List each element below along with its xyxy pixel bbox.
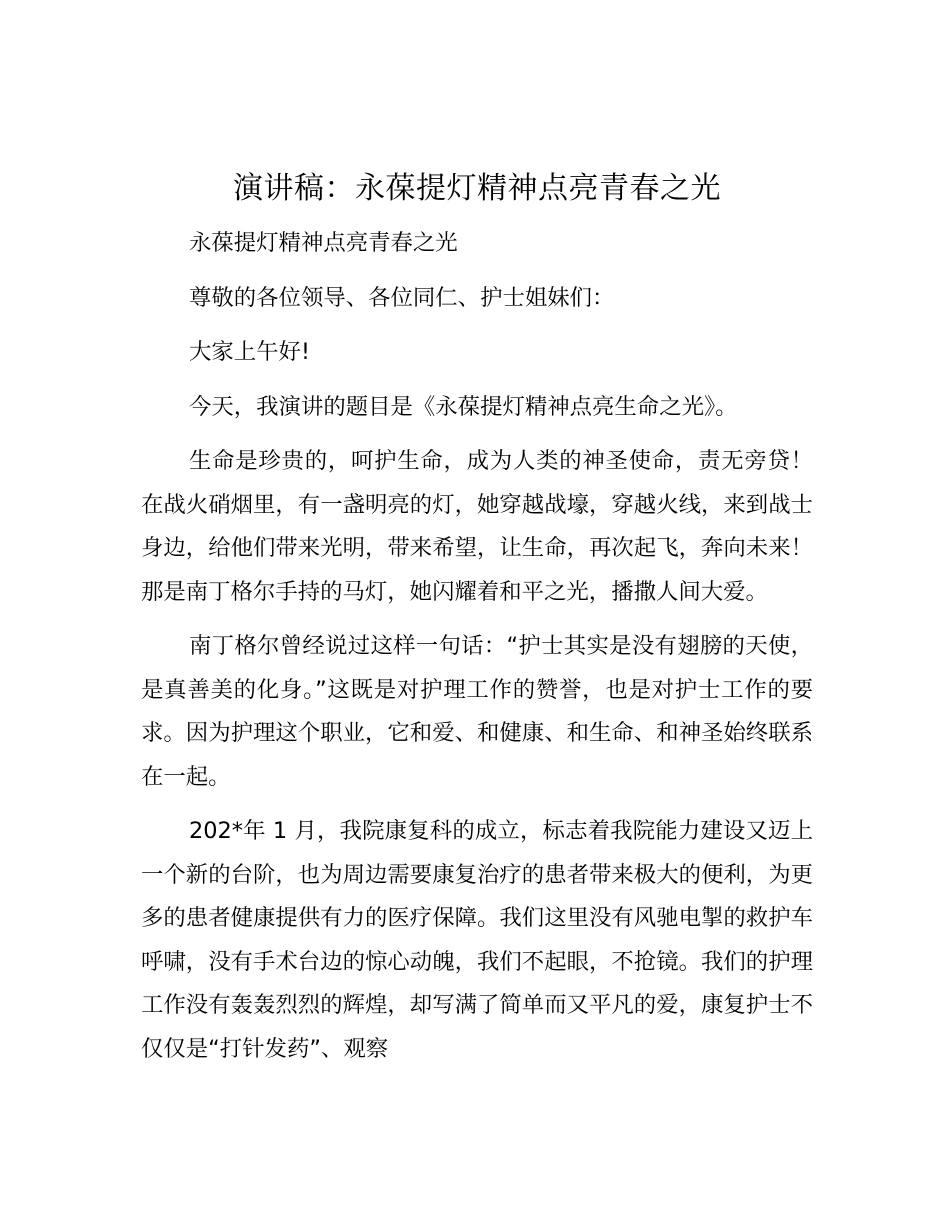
paragraph-spacer [141,375,813,386]
title-spacer [141,214,813,222]
topic-paragraph: 今天，我演讲的题目是《永葆提灯精神点亮生命之光》。 [189,393,738,420]
subtitle-paragraph: 永葆提灯精神点亮青春之光 [189,230,458,256]
paragraph-spacer [141,320,813,331]
body-paragraph-life: 生命是珍贵的，呵护生命，成为人类的神圣使命，责无旁贷！在战火硝烟里，有一盏明亮的灯，她穿越战壕，穿越火线，来到战士身边，给他们带来光明，带来希望，让生命，再次起飞，奔向未来！那是南丁格尔手持的马灯，她闪耀着和平之光，播撒人间大爱。 [141,448,813,605]
paragraph-spacer [141,266,813,277]
paragraph-spacer [141,799,813,810]
body-paragraph-nightingale: 南丁格尔曾经说过这样一句话：“护士其实是没有翅膀的天使，是真善美的化身。”这既是对护理工作的赞誉，也是对护士工作的要求。因为护理这个职业，它和爱、和健康、和生命、和神圣始终联系在一起。 [141,633,813,790]
document-body [141,164,813,1071]
document-title: 演讲稿：永葆提灯精神点亮青春之光 [233,171,721,206]
salutation-paragraph: 尊敬的各位领导、各位同仁、护士姐妹们： [189,284,615,311]
greeting-paragraph: 大家上午好! [189,339,310,365]
body-paragraph-department: 202*年 1 月，我院康复科的成立，标志着我院能力建设又迈上一个新的台阶，也为周边需要康复治疗的患者带来极大的便利，为更多的患者健康提供有力的医疗保障。我们这里没有风驰电掣的救护车呼啸，没有手术台边的惊心动魄，我们不起眼，不抢镜。我们的护理工作没有轰轰烈烈的辉煌，却写满了简单而又平凡的爱，康复护士不仅仅是“打针发药”、观察 [141,818,813,1062]
paragraph-spacer [141,429,813,440]
paragraph-spacer [141,614,813,625]
